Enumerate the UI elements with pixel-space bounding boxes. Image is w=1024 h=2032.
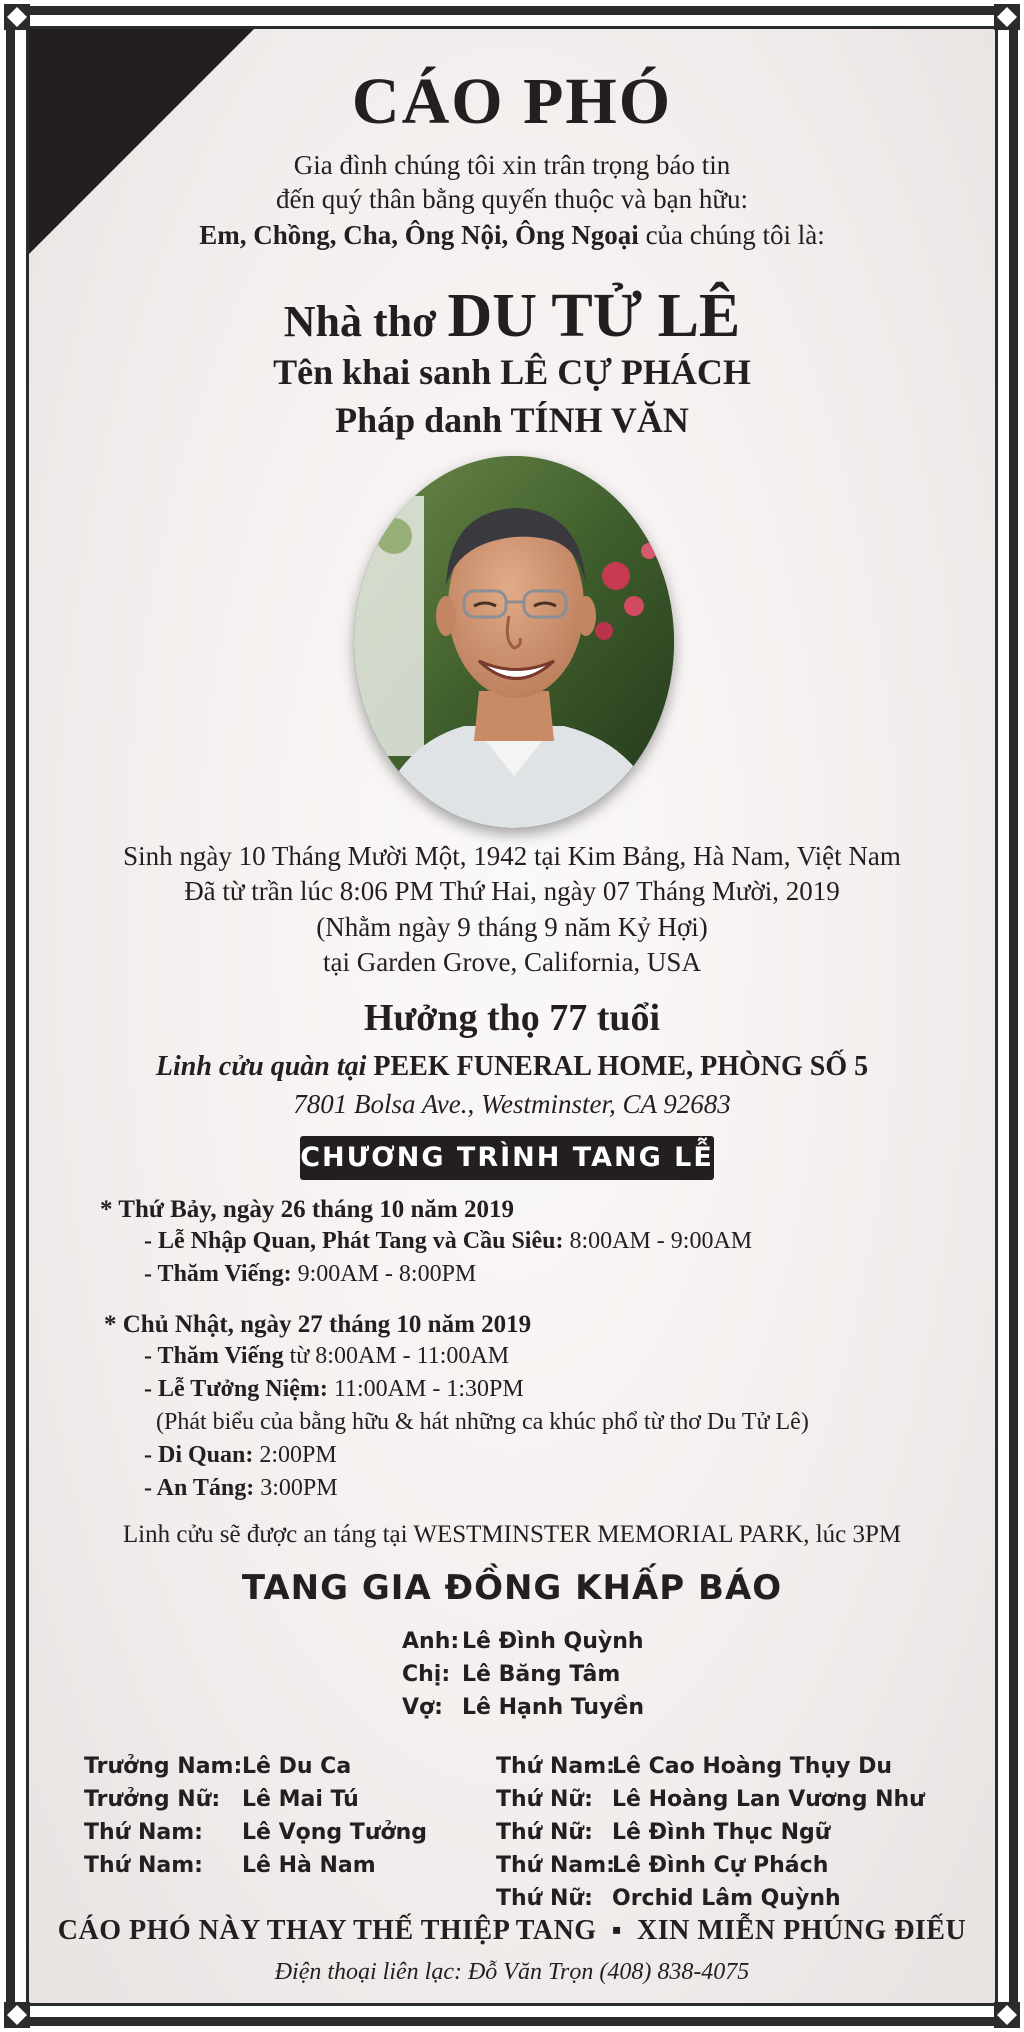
schedule-day-2-date: * Chủ Nhật, ngày 27 tháng 10 năm 2019 [104, 1311, 532, 1338]
schedule-item: - An Táng: 3:00PM [144, 1475, 338, 1501]
family-member: Thứ Nữ: Lê Hoàng Lan Vương Như [496, 1787, 925, 1812]
death-place: tại Garden Grove, California, USA [323, 947, 701, 977]
schedule-note: (Phát biểu của bằng hữu & hát những ca khúc phổ từ thơ Du Tử Lê) [156, 1409, 809, 1435]
wake-place: PEEK FUNERAL HOME, PHÒNG SỐ 5 [366, 1051, 869, 1082]
wake-label: Linh cửu quàn tại [155, 1051, 367, 1082]
family-member: Trưởng Nam:Lê Du Ca [84, 1754, 352, 1779]
family-member: Thứ Nam:Lê Đình Cự Phách [496, 1853, 829, 1878]
program-heading-badge: CHƯƠNG TRÌNH TANG LỄ [300, 1136, 714, 1180]
family-member: Thứ Nữ: Lê Đình Thục Ngữ [496, 1820, 831, 1845]
intro-line-3 [26, 220, 998, 251]
schedule-item: - Di Quan: 2:00PM [144, 1442, 337, 1468]
family-member: Thứ Nam:Lê Cao Hoàng Thụy Du [496, 1754, 893, 1779]
family-member: Thứ Nữ: Orchid Lâm Quỳnh [496, 1886, 841, 1911]
death-info: Đã từ trần lúc 8:06 PM Thứ Hai, ngày 07 Tháng Mười, 2019 [184, 876, 840, 906]
deceased-name [26, 281, 998, 352]
contact-phone: Điện thoại liên lạc: Đỗ Văn Trọn (408) 838-4075 [274, 1959, 750, 1985]
family-member: Vợ: Lê Hạnh Tuyền [402, 1695, 645, 1720]
page-title: CÁO PHÓ [351, 65, 673, 138]
schedule-item: - Thăm Viếng từ 8:00AM - 11:00AM [144, 1343, 510, 1369]
schedule-item: - Lễ Nhập Quan, Phát Tang và Cầu Siêu: 8:00AM - 9:00AM [144, 1228, 753, 1254]
burial-note: Linh cửu sẽ được an táng tại WESTMINSTER MEMORIAL PARK, lúc 3PM [122, 1521, 902, 1548]
family-member: Thứ Nam: Lê Vọng Tưởng [84, 1820, 428, 1845]
family-member: Trưởng Nữ: Lê Mai Tú [84, 1787, 359, 1812]
intro-line-3-rest: của chúng tôi là: [638, 220, 825, 250]
schedule-item: - Thăm Viếng: 9:00AM - 8:00PM [144, 1261, 477, 1287]
family-member: Thứ Nam: Lê Hà Nam [84, 1853, 376, 1878]
title-prefix: Nhà thơ [283, 297, 448, 346]
age-at-death: Hưởng thọ 77 tuổi [363, 997, 661, 1039]
intro-line-2: đến quý thân bằng quyến thuộc và bạn hữu: [275, 184, 749, 214]
footer-notice [26, 1915, 998, 1947]
family-heading: TANG GIA ĐỒNG KHẤP BÁO [241, 1568, 783, 1608]
family-member: Anh: Lê Đình Quỳnh [402, 1629, 644, 1654]
relations-text: Em, Chồng, Cha, Ông Nội, Ông Ngoại [199, 220, 639, 250]
family-member: Chị: Lê Băng Tâm [402, 1662, 621, 1687]
intro-line-1: Gia đình chúng tôi xin trân trọng báo tin [293, 150, 731, 180]
schedule-day-1-date: * Thứ Bảy, ngày 26 tháng 10 năm 2019 [100, 1196, 514, 1223]
wake-location [26, 1051, 998, 1083]
obituary-page [26, 26, 998, 2006]
dharma-name: Pháp danh TÍNH VĂN [335, 400, 689, 440]
birth-info: Sinh ngày 10 Tháng Mười Một, 1942 tại Kim Bảng, Hà Nam, Việt Nam [123, 841, 901, 871]
lunar-date: (Nhằm ngày 9 tháng 9 năm Kỷ Hợi) [316, 912, 708, 942]
pen-name: DU TỬ LÊ [447, 282, 741, 350]
footer-left-text: CÁO PHÓ NÀY THAY THẾ THIỆP TANG [57, 1915, 597, 1946]
birth-name: Tên khai sanh LÊ CỰ PHÁCH [273, 352, 751, 392]
portrait-photo-icon [354, 456, 674, 828]
schedule-item: - Lễ Tưởng Niệm: 11:00AM - 1:30PM [144, 1376, 524, 1402]
bullet-separator-icon: ▪ [611, 1915, 623, 1946]
footer-right-text: XIN MIỄN PHÚNG ĐIẾU [637, 1915, 967, 1946]
funeral-home-address: 7801 Bolsa Ave., Westminster, CA 92683 [293, 1089, 731, 1119]
